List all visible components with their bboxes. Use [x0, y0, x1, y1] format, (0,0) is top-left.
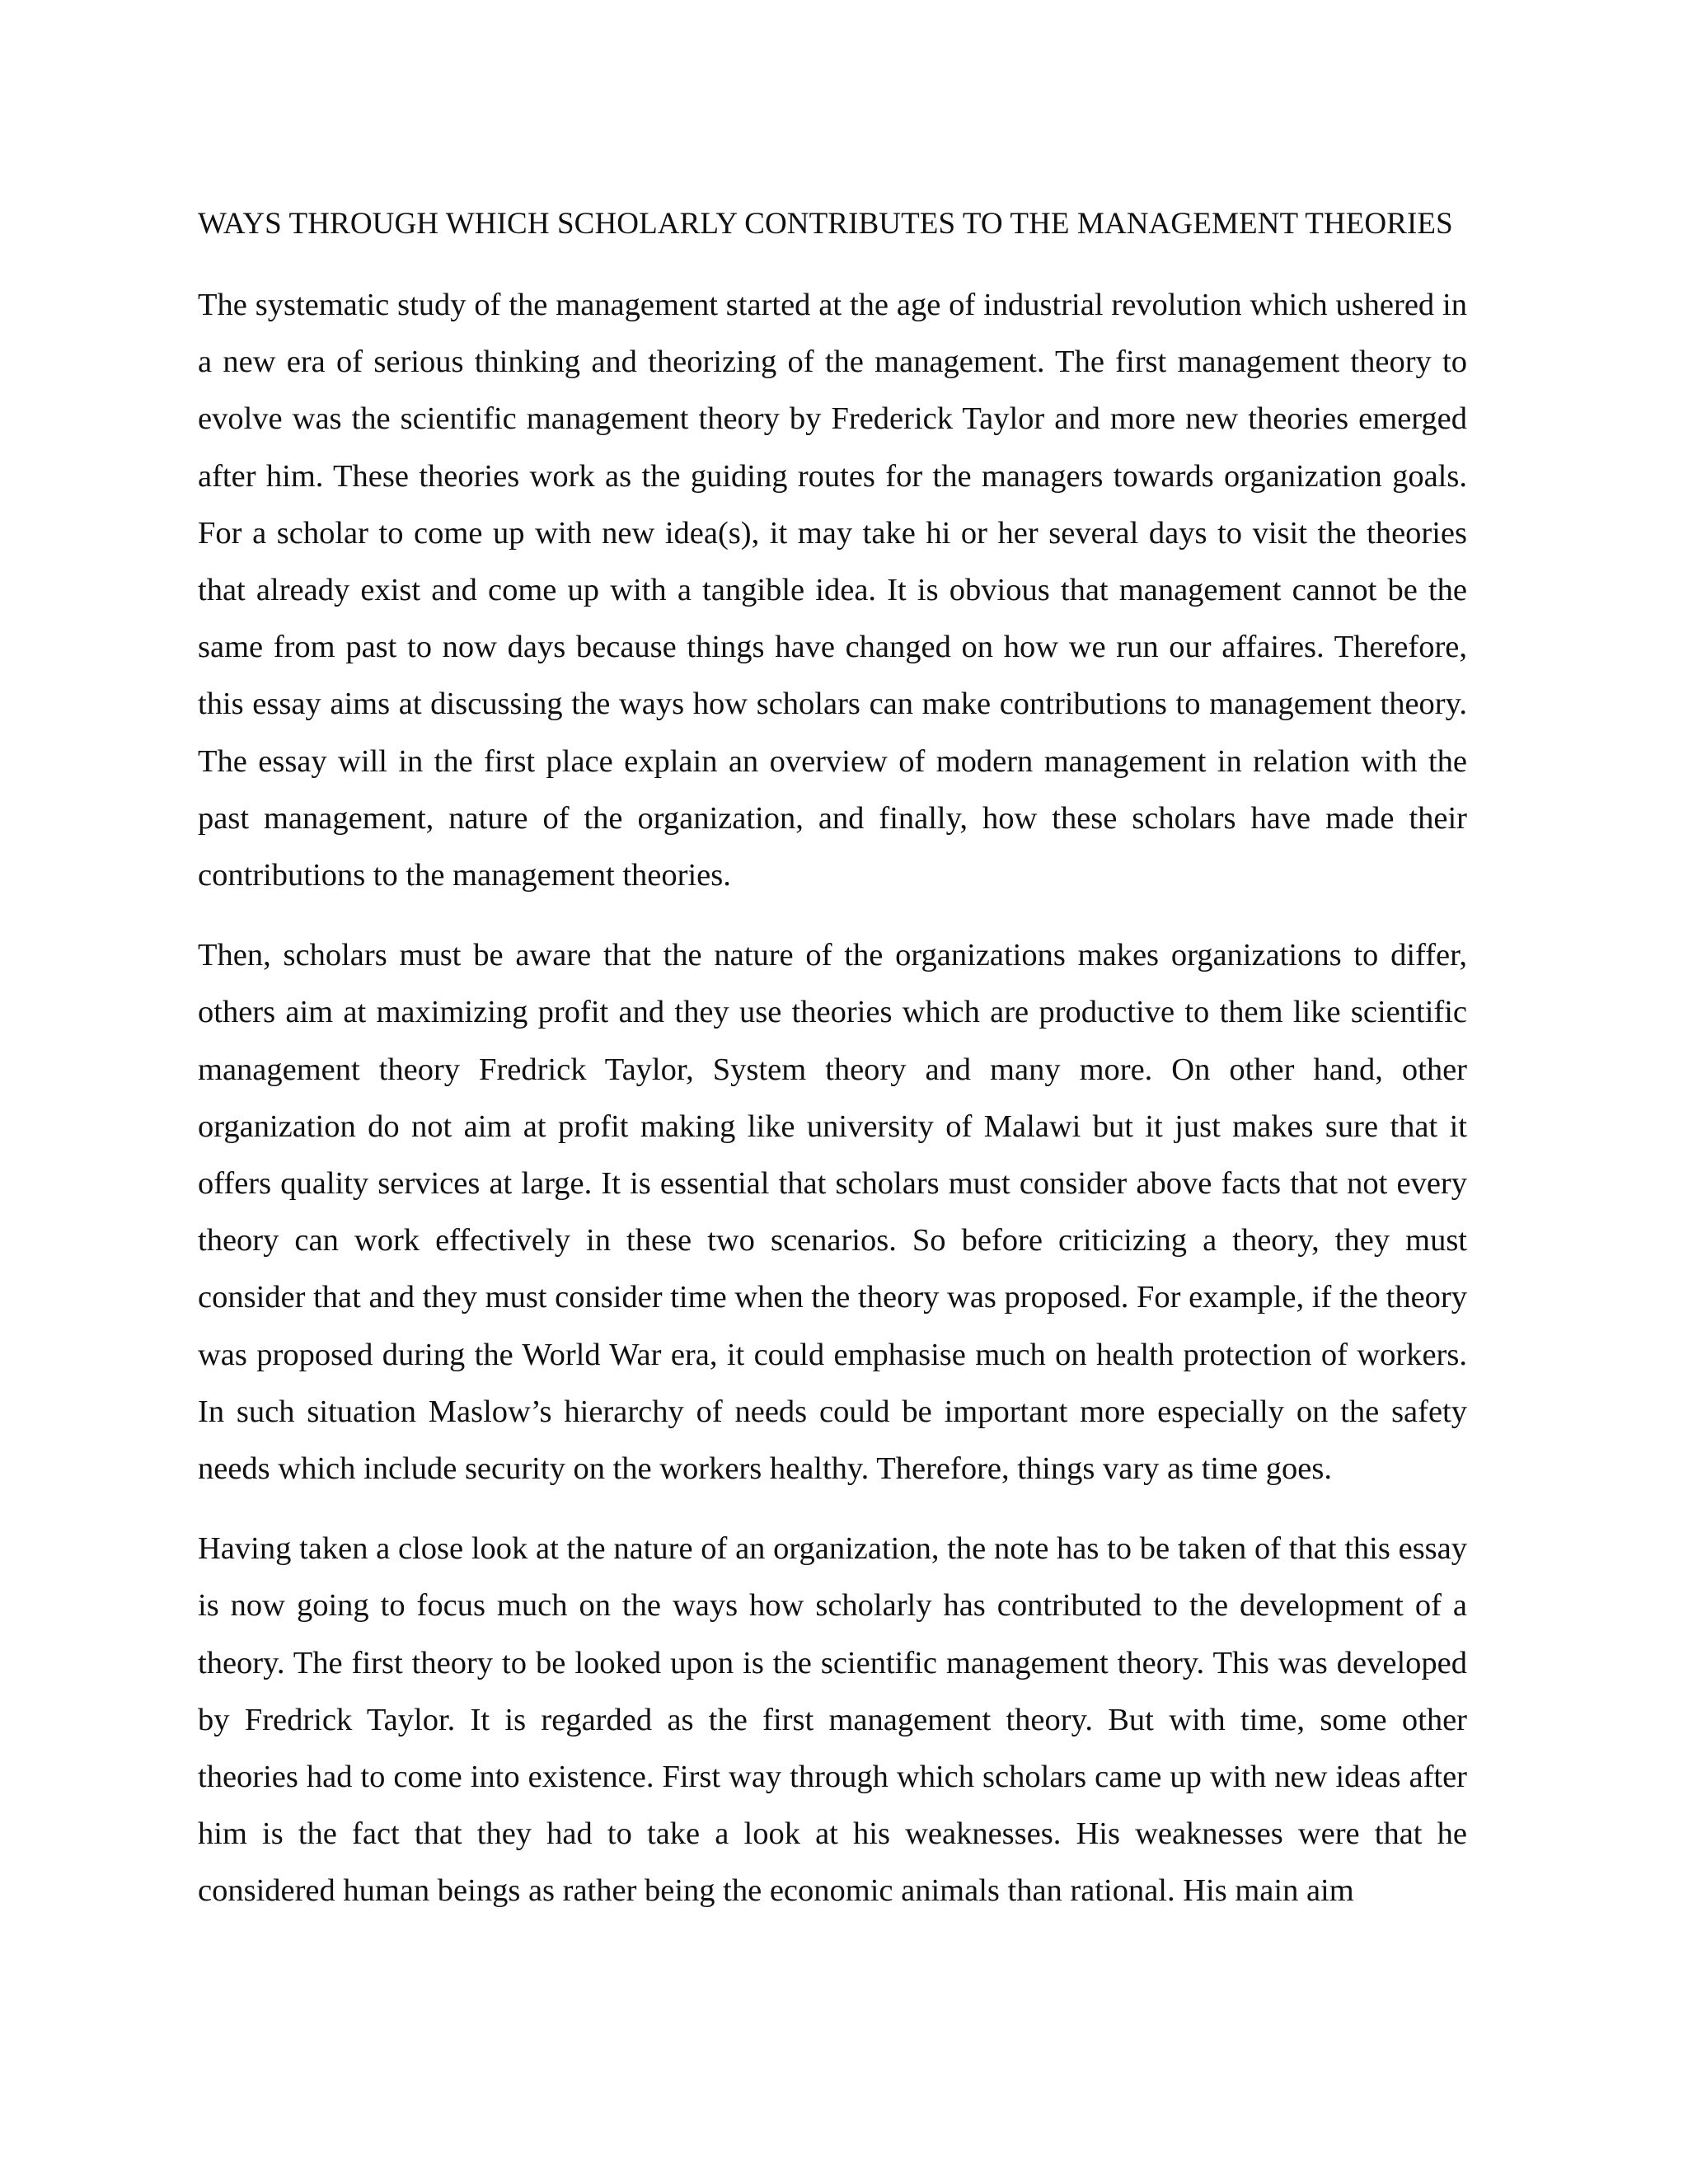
- document-title: WAYS THROUGH WHICH SCHOLARLY CONTRIBUTES TO THE MANAGEMENT THEORIES: [198, 207, 1453, 241]
- paragraph-nature-of-organizations: Then, scholars must be aware that the nature of the organizations makes organizations to differ, others aim at maximizing profit and they use theories which are productive to them like scientific management theory Fredrick Taylor, System theory and many more. On other hand, other organization do not aim at profit making like university of Malawi but it just makes sure that it offers quality services at large. It is essential that scholars must consider above facts that not every theory can work effectively in these two scenarios. So before criticizing a theory, they must consider that and they must consider time when the theory was proposed. For example, if the theory was proposed during the World War era, it could emphasise much on health protection of workers. In such situation Maslow’s hierarchy of needs could be important more especially on the safety needs which include security on the workers healthy. Therefore, things vary as time goes.: [198, 938, 1467, 1487]
- paragraph-scholarly-contributions: Having taken a close look at the nature of an organization, the note has to be taken of that this essay is now going to focus much on the ways how scholarly has contributed to the development of a theory. The first theory to be looked upon is the scientific management theory. This was developed by Fredrick Taylor. It is regarded as the first management theory. But with time, some other theories had to come into existence. First way through which scholars came up with new ideas after him is the fact that they had to take a look at his weaknesses. His weaknesses were that he considered human beings as rather being the economic animals than rational. His main aim: [198, 1531, 1467, 1909]
- document-body: [198, 196, 1467, 1943]
- paragraph-introduction: The systematic study of the management started at the age of industrial revolution which ushered in a new era of serious thinking and theorizing of the management. The first management theory to evolve was the scientific management theory by Frederick Taylor and more new theories emerged after him. These theories work as the guiding routes for the managers towards organization goals. For a scholar to come up with new idea(s), it may take hi or her several days to visit the theories that already exist and come up with a tangible idea. It is obvious that management cannot be the same from past to now days because things have changed on how we run our affaires. Therefore, this essay aims at discussing the ways how scholars can make contributions to management theory. The essay will in the first place explain an overview of modern management in relation with the past management, nature of the organization, and finally, how these scholars have made their contributions to the management theories.: [198, 288, 1467, 893]
